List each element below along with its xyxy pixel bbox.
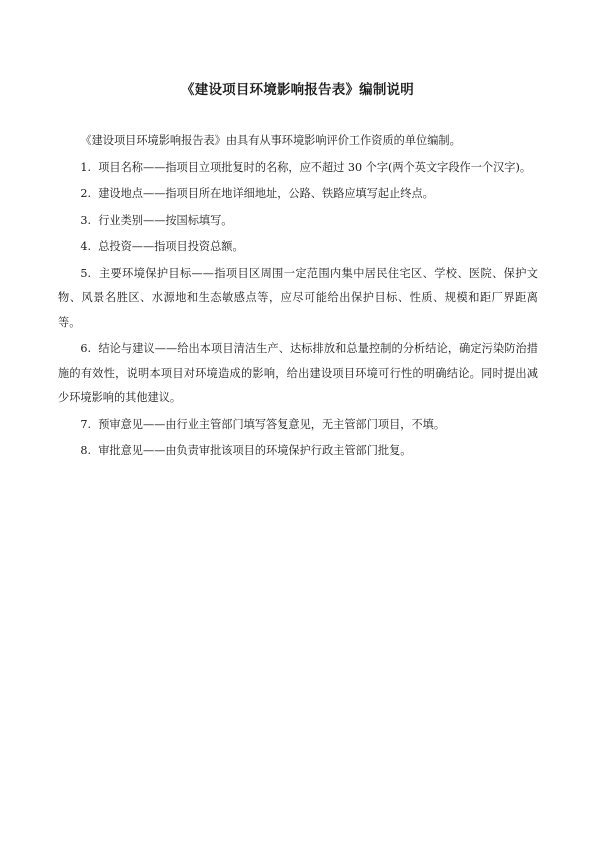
item-text: 建设地点——指项目所在地详细地址，公路、铁路应填写起止终点。 [98, 187, 434, 200]
page-title: 《建设项目环境影响报告表》编制说明 [181, 82, 414, 98]
list-item-7 [58, 413, 538, 438]
list-item-2 [58, 182, 538, 207]
item-number: 6. [80, 342, 92, 355]
item-number: 5. [80, 266, 92, 280]
item-number: 1. [80, 160, 92, 174]
item-number: 7. [80, 417, 92, 431]
item-text: 主要环境保护目标——指项目区周围一定范围内集中居民住宅区、学校、医院、保护文物、风景名胜区、水源地和生态敏感点等，应尽可能给出保护目标、性质、规模和距厂界距离等。 [58, 266, 538, 329]
item-text: 审批意见——由负责审批该项目的环境保护行政主管部门批复。 [98, 444, 412, 457]
item-text: 总投资——指项目投资总额。 [98, 240, 244, 253]
document-body [58, 129, 538, 466]
item-text: 行业类别——按国标填写。 [98, 213, 233, 227]
intro-paragraph: 《建设项目环境影响报告表》由具有从事环境影响评价工作资质的单位编制。 [80, 134, 461, 147]
item-number: 3. [80, 213, 92, 227]
item-number: 4. [80, 240, 92, 253]
item-text: 结论与建议——给出本项目清洁生产、达标排放和总量控制的分析结论，确定污染防治措施的有效性，说明本项目对环境造成的影响，给出建设项目环境可行性的明确结论。同时提出减少环境影响的其他建议。 [58, 342, 538, 404]
item-text: 预审意见——由行业主管部门填写答复意见，无主管部门项目，不填。 [98, 417, 446, 431]
list-item-8 [58, 439, 538, 464]
list-item-5 [58, 262, 538, 336]
item-text: 项目名称——指项目立项批复时的名称，应不超过 30 个字(两个英文字段作一个汉字)。 [98, 160, 532, 174]
item-number: 2. [80, 187, 92, 200]
item-number: 8. [80, 444, 92, 457]
list-item-6 [58, 337, 538, 411]
list-item-1 [58, 156, 538, 181]
list-item-3 [58, 209, 538, 234]
list-item-4 [58, 235, 538, 260]
